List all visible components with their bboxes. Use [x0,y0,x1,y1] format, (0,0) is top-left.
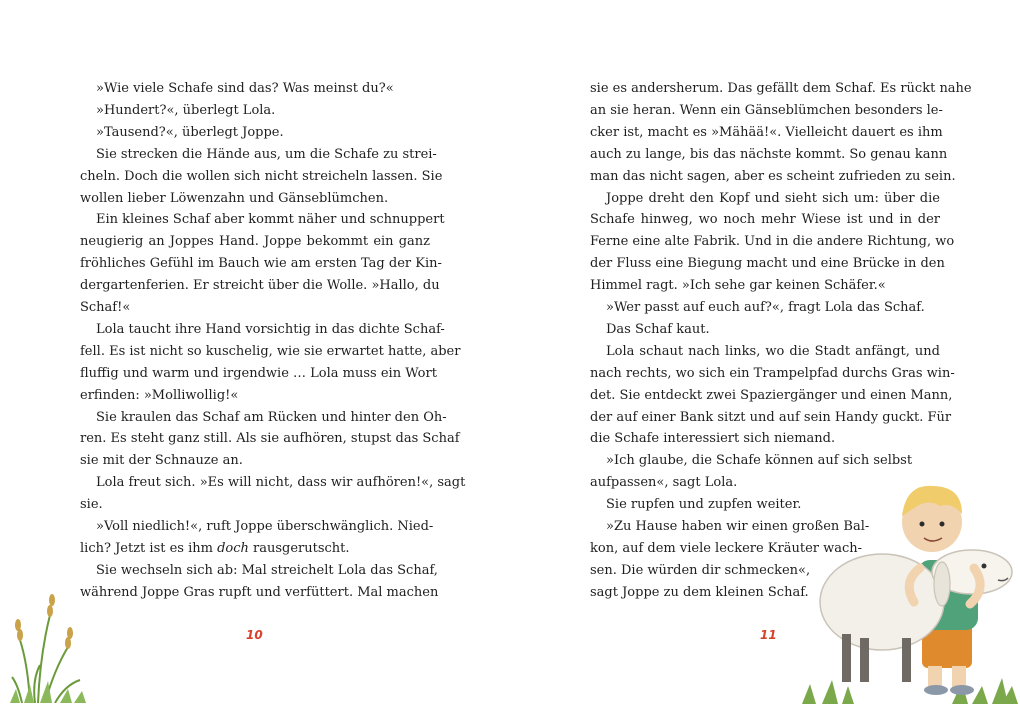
text-line: fell. Es ist nicht so kuschelig, wie sie erwartet hatte, aber [80,343,461,359]
text-line: Ein kleines Schaf aber kommt näher und schnuppert [96,212,445,228]
text-line: Sie rupfen und zupfen weiter. [606,497,802,513]
right-page [510,0,1020,705]
text-line: dergartenferien. Er streicht über die Wolle. »Hallo, du [80,278,440,294]
text-line: Sie kraulen das Schaf am Rücken und hinter den Oh- [96,409,447,425]
text-line: sie. [80,497,103,513]
text-segment: rausgerutscht. [248,540,350,556]
text-line: Das Schaf kaut. [606,321,710,337]
page-number-left: 10 [246,628,263,642]
text-line: der auf einer Bank sitzt und auf sein Handy guckt. Für [590,409,952,425]
text-line: die Schafe interessiert sich niemand. [590,431,836,447]
wheat-grass-illustration [10,585,90,703]
text-line: nach rechts, wo sich ein Trampelpfad durchs Gras win- [590,365,955,381]
text-line: Ferne eine alte Fabrik. Und in die andere Richtung, wo [590,234,955,250]
text-line: cheln. Doch die wollen sich nicht streicheln lassen. Sie [80,168,443,184]
text-line: Schafe hinweg, wo noch mehr Wiese ist und in der [590,212,940,228]
text-segment: lich? Jetzt ist es ihm [80,540,218,556]
text-line: Himmel ragt. »Ich sehe gar keinen Schäfer.« [590,278,886,294]
text-line: Joppe dreht den Kopf und sieht sich um: über die [606,190,940,206]
text-line: »Hundert?«, überlegt Lola. [96,102,276,118]
boy-hugging-sheep-illustration [802,472,1018,704]
text-line: cker ist, macht es »Mähää!«. Vielleicht dauert es ihm [590,124,943,140]
text-line: Schaf!« [80,300,131,315]
text-line [80,538,430,560]
text-line: aufpassen«, sagt Lola. [590,475,738,491]
text-line: man das nicht sagen, aber es scheint zufrieden zu sein. [590,168,956,184]
text-line: »Wie viele Schafe sind das? Was meinst du?« [96,81,394,96]
text-line: »Wer passt auf euch auf?«, fragt Lola das Schaf. [606,300,925,315]
text-line: fluffig und warm und irgendwie … Lola muss ein Wort [80,365,437,381]
text-line: sie es andersherum. Das gefällt dem Schaf. Es rückt nahe [590,81,972,96]
text-line: »Zu Hause haben wir einen großen Bal- [606,519,870,534]
text-line: während Joppe Gras rupft und verfüttert. Mal machen [80,584,439,600]
text-line: »Tausend?«, überlegt Joppe. [96,124,284,140]
text-line: sagt Joppe zu dem kleinen Schaf. [590,584,809,600]
text-line: ren. Es steht ganz still. Als sie aufhören, stupst das Schaf [80,431,460,447]
text-line: det. Sie entdeckt zwei Spaziergänger und einen Mann, [590,387,953,403]
text-line: Sie wechseln sich ab: Mal streichelt Lola das Schaf, [96,562,438,578]
text-line: auch zu lange, bis das nächste kommt. So genau kann [590,146,948,162]
text-line: an sie heran. Wenn ein Gänseblümchen besonders le- [590,102,943,118]
emphasis-text: doch [217,540,249,556]
text-line: fröhliches Gefühl im Bauch wie am ersten Tag der Kin- [80,256,442,272]
text-line: neugierig an Joppes Hand. Joppe bekommt ein ganz [80,234,430,250]
page-number-right: 11 [760,628,777,642]
text-line: Lola schaut nach links, wo die Stadt anfängt, und [606,343,940,359]
text-line: »Voll niedlich!«, ruft Joppe überschwänglich. Nied- [96,519,434,534]
text-line: der Fluss eine Biegung macht und eine Brücke in den [590,256,945,272]
text-line: Lola freut sich. »Es will nicht, dass wir aufhören!«, sagt [96,475,466,491]
text-line: kon, auf dem viele leckere Kräuter wach- [590,540,863,556]
text-line: Sie strecken die Hände aus, um die Schafe zu strei- [96,146,437,162]
text-line: wollen lieber Löwenzahn und Gänseblümchen. [80,190,389,206]
text-line: erfinden: »Molliwollig!« [80,387,239,403]
text-line: sie mit der Schnauze an. [80,453,243,469]
text-line: sen. Die würden dir schmecken«, [590,562,811,578]
text-line: »Ich glaube, die Schafe können auf sich selbst [606,453,913,469]
text-line: Lola taucht ihre Hand vorsichtig in das dichte Schaf- [96,321,445,337]
